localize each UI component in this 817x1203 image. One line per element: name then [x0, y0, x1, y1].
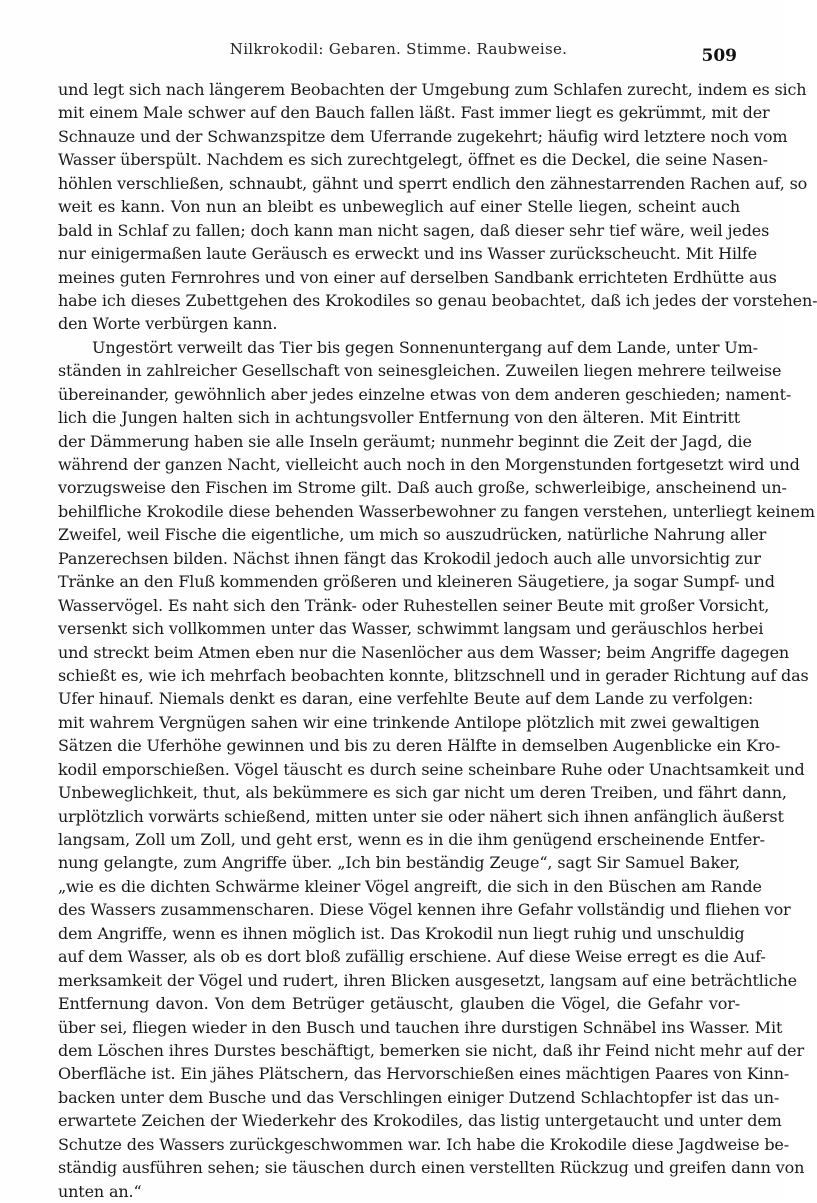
text-line: erwartete Zeichen der Wiederkehr des Krokodiles, das listig untergetaucht und unter dem: [58, 1111, 782, 1131]
text-line: kodil emporschießen. Vögel täuscht es durch seine scheinbare Ruhe oder Unachtsamkeit und: [58, 759, 805, 779]
text-line: und legt sich nach längerem Beobachten der Umgebung zum Schlafen zurecht, indem es sich: [58, 80, 807, 99]
text-line: Unbeweglichkeit, thut, als bekümmere es sich gar nicht um deren Treiben, und fährt dann,: [58, 783, 787, 803]
text-line: behilfliche Krokodile diese behenden Wasserbewohner zu fangen verstehen, unterliegt keinem: [58, 501, 815, 521]
text-line: backen unter dem Busche und das Verschlingen einiger Dutzend Schlachtopfer ist das un-: [58, 1087, 780, 1107]
text-line: Ungestört verweilt das Tier bis gegen Sonnenuntergang auf dem Lande, unter Um-: [92, 337, 758, 357]
text-line: den Worte verbürgen kann.: [58, 314, 278, 334]
text-line: lich die Jungen halten sich in achtungsvoller Entfernung von den älteren. Mit Eintritt: [58, 408, 740, 428]
text-line: „wie es die dichten Schwärme kleiner Vögel angreift, die sich in den Büschen am Rande: [58, 876, 762, 896]
text-line: dem Löschen ihres Durstes beschäftigt, bemerken sie nicht, daß ihr Feind nicht mehr auf der: [58, 1040, 804, 1060]
text-line: höhlen verschließen, schnaubt, gähnt und sperrt endlich den zähnestarrenden Rachen auf, so: [58, 173, 808, 193]
text-line: Ufer hinauf. Niemals denkt es daran, eine verfehlte Beute auf dem Lande zu verfolgen:: [58, 689, 754, 709]
text-line: meines guten Fernrohres und von einer auf derselben Sandbank errichteten Erdhütte aus: [58, 267, 777, 287]
body-text: [58, 78, 817, 1203]
text-line: versenkt sich vollkommen unter das Wasser, schwimmt langsam und geräuschlos herbei: [58, 619, 764, 639]
text-line: während der ganzen Nacht, vielleicht auch noch in den Morgenstunden fortgesetzt wird und: [58, 455, 800, 474]
text-line: mit einem Male schwer auf den Bauch fallen läßt. Fast immer liegt es gekrümmt, mit der: [58, 103, 770, 123]
text-line: über sei, fliegen wieder in den Busch und tauchen ihre durstigen Schnäbel ins Wasser. Mit: [58, 1017, 783, 1037]
text-line: Wasservögel. Es naht sich den Tränk- oder Ruhestellen seiner Beute mit großer Vorsicht,: [58, 595, 770, 615]
page-header: [60, 38, 737, 66]
text-line: Oberfläche ist. Ein jähes Plätschern, das Hervorschießen eines mächtigen Paares von Kinn-: [58, 1064, 790, 1084]
text-line: ständen in zahlreicher Gesellschaft von seinesgleichen. Zuweilen liegen mehrere teilweise: [58, 361, 782, 381]
text-line: Schnauze und der Schwanzspitze dem Uferrande zugekehrt; häufig wird letztere noch vom: [58, 126, 788, 146]
text-line: Sätzen die Uferhöhe gewinnen und bis zu deren Hälfte in demselben Augenblicke ein Kro-: [58, 736, 781, 756]
text-line: urplötzlich vorwärts schießend, mitten unter sie oder nähert sich ihnen anfänglich äußerst: [58, 806, 784, 826]
text-line: Wasser überspült. Nachdem es sich zurechtgelegt, öffnet es die Deckel, die seine Nasen-: [58, 150, 768, 170]
text-line: merksamkeit der Vögel und rudert, ihren Blicken ausgesetzt, langsam auf eine beträchtliche: [58, 970, 797, 990]
text-line: Schutze des Wassers zurückgeschwommen war. Ich habe die Krokodile diese Jagdweise be-: [58, 1134, 790, 1154]
text-line: Entfernung davon. Von dem Betrüger getäuscht, glauben die Vögel, die Gefahr vor-: [58, 994, 740, 1014]
text-line: mit wahrem Vergnügen sahen wir eine trinkende Antilope plötzlich mit zwei gewaltigen: [58, 712, 760, 732]
text-line: Tränke an den Fluß kommenden größeren und kleineren Säugetiere, ja sogar Sumpf- und: [58, 572, 775, 592]
text-line: schießt es, wie ich mehrfach beobachten konnte, blitzschnell und in gerader Richtung auf das: [58, 665, 809, 685]
text-line: ständig ausführen sehen; sie täuschen durch einen verstellten Rückzug und greifen dann von: [58, 1158, 805, 1178]
text-line: unten an.“: [58, 1181, 142, 1201]
text-line: bald in Schlaf zu fallen; doch kann man nicht sagen, daß dieser sehr tief wäre, weil jedes: [58, 220, 770, 240]
text-line: und streckt beim Atmen eben nur die Nasenlöcher aus dem Wasser; beim Angriffe dagegen: [58, 642, 790, 662]
running-head: Nilkrokodil: Gebaren. Stimme. Raubweise.: [229, 40, 568, 58]
text-line: nur einigermaßen laute Geräusch es erweckt und ins Wasser zurückscheucht. Mit Hilfe: [58, 244, 757, 264]
text-line: Panzerechsen bilden. Nächst ihnen fängt das Krokodil jedoch auch alle unvorsichtig zur: [58, 548, 761, 568]
text-line: Zweifel, weil Fische die eigentliche, um mich so auszudrücken, natürliche Nahrung aller: [58, 525, 767, 545]
text-line: weit es kann. Von nun an bleibt es unbeweglich auf einer Stelle liegen, scheint auch: [58, 197, 740, 217]
text-line: nung gelangte, zum Angriffe über. „Ich bin beständig Zeuge“, sagt Sir Samuel Baker,: [58, 853, 740, 873]
text-line: des Wassers zusammenscharen. Diese Vögel kennen ihre Gefahr vollständig und fliehen vor: [58, 900, 791, 920]
text-line: langsam, Zoll um Zoll, und geht erst, wenn es in die ihm genügend erscheinende Entfer-: [58, 830, 765, 849]
text-line: übereinander, gewöhnlich aber jedes einzelne etwas von dem anderen geschieden; nament-: [58, 384, 792, 404]
page-number: 509: [701, 46, 737, 66]
text-line: der Dämmerung haben sie alle Inseln geräumt; nunmehr beginnt die Zeit der Jagd, die: [58, 431, 752, 451]
text-line: habe ich dieses Zubettgehen des Krokodiles so genau beobachtet, daß ich jedes der vorstehen-: [58, 290, 817, 310]
text-line: dem Angriffe, wenn es ihnen möglich ist. Das Krokodil nun liegt ruhig und unschuldig: [58, 923, 745, 943]
text-line: vorzugsweise den Fischen im Strome gilt. Daß auch große, schwerleibige, anscheinend un-: [58, 478, 787, 498]
text-line: auf dem Wasser, als ob es dort bloß zufällig erschiene. Auf diese Weise erregt es die Auf-: [58, 947, 766, 967]
